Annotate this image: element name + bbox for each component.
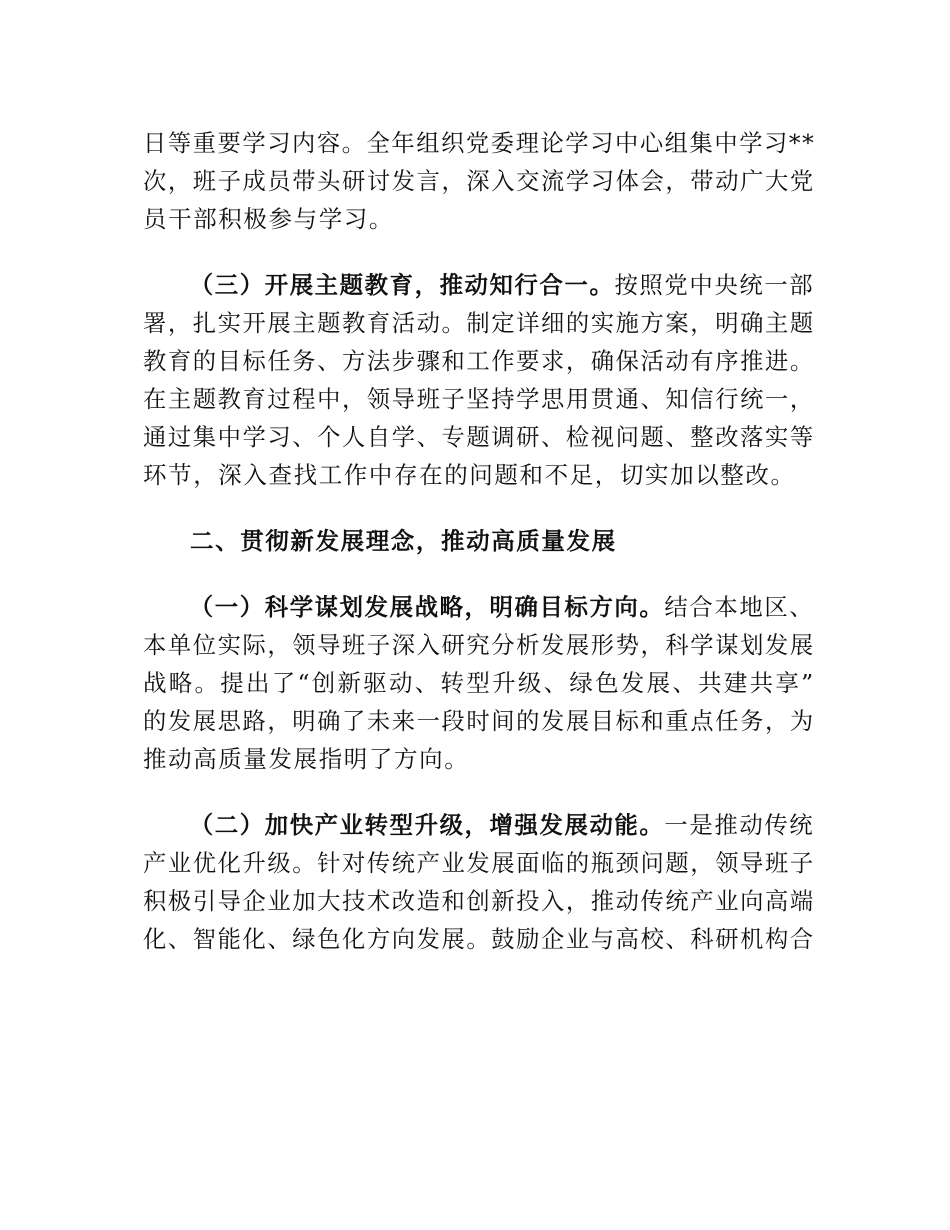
text-line xyxy=(143,588,815,626)
text-line: 署，扎实开展主题教育活动。制定详细的实施方案，明确主题 xyxy=(143,309,815,337)
text-line: 战略。提出了“创新驱动、转型升级、绿色发展、共建共享” xyxy=(143,669,816,697)
text-line: 日等重要学习内容。全年组织党委理论学习中心组集中学习** xyxy=(143,129,816,157)
text-line: 通过集中学习、个人自学、专题调研、检视问题、整改落实等 xyxy=(143,423,815,451)
text-line: 员干部积极参与学习。 xyxy=(143,205,394,233)
text-line: 次，班子成员带头研讨发言，深入交流学习体会，带动广大党 xyxy=(143,167,815,195)
section-heading xyxy=(143,522,815,560)
text-line: 环节，深入查找工作中存在的问题和不足，切实加以整改。 xyxy=(143,461,796,489)
text-run: 一是推动传统 xyxy=(664,811,815,839)
paragraph-theme-education xyxy=(143,266,815,494)
text-run: 按照党中央统一部 xyxy=(614,271,815,299)
text-line: 化、智能化、绿色化方向发展。鼓励企业与高校、科研机构合 xyxy=(143,925,815,953)
text-line: 本单位实际，领导班子深入研究分析发展形势，科学谋划发展 xyxy=(143,631,815,659)
text-line: 在主题教育过程中，领导班子坚持学思用贯通、知信行统一， xyxy=(143,385,815,413)
paragraph-lead-heading: （二）加快产业转型升级，增强发展动能。 xyxy=(189,811,665,839)
text-line: 推动高质量发展指明了方向。 xyxy=(143,745,470,773)
paragraph-lead-heading: （三）开展主题教育，推动知行合一。 xyxy=(189,271,615,299)
section-heading-text: 二、贯彻新发展理念，推动高质量发展 xyxy=(190,527,617,555)
text-line xyxy=(143,266,815,304)
paragraph-study-content xyxy=(143,124,815,238)
paragraph-lead-heading: （一）科学谋划发展战略，明确目标方向。 xyxy=(189,593,665,621)
text-line: 产业优化升级。针对传统产业发展面临的瓶颈问题，领导班子 xyxy=(143,849,815,877)
text-line: 教育的目标任务、方法步骤和工作要求，确保活动有序推进。 xyxy=(143,347,815,375)
text-line: 的发展思路，明确了未来一段时间的发展目标和重点任务，为 xyxy=(143,707,815,735)
text-line: 积极引导企业加大技术改造和创新投入，推动传统产业向高端 xyxy=(143,887,815,915)
document-body xyxy=(143,124,815,958)
paragraph-industry-upgrade xyxy=(143,806,815,958)
text-run: 结合本地区、 xyxy=(664,593,815,621)
paragraph-development-strategy xyxy=(143,588,815,778)
text-line xyxy=(143,806,815,844)
